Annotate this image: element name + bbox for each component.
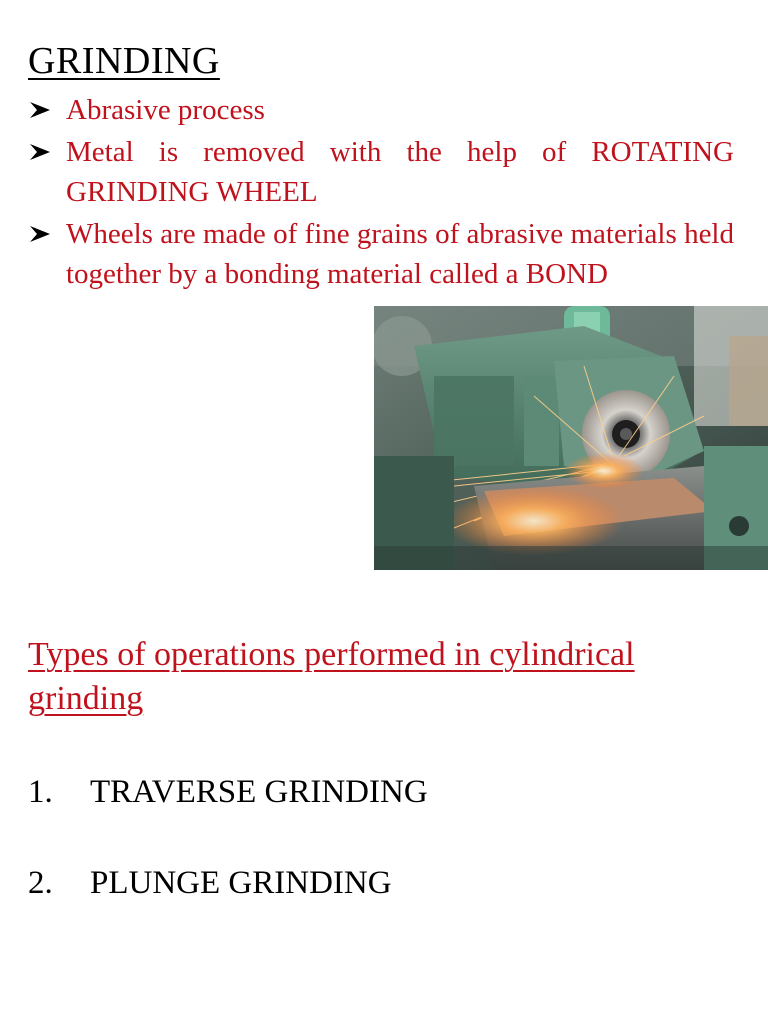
bullet-list xyxy=(28,90,734,296)
item-number: 2. xyxy=(28,865,53,901)
list-item xyxy=(28,214,734,294)
list-item xyxy=(28,132,734,212)
list-item xyxy=(28,861,428,905)
operations-list xyxy=(28,770,428,952)
list-item xyxy=(28,770,428,814)
arrow-bullet-icon xyxy=(28,99,52,121)
bullet-text: Wheels are made of fine grains of abrasive materials held together by a bonding material called a BOND xyxy=(66,218,734,290)
page-title: GRINDING xyxy=(28,40,220,82)
item-label: TRAVERSE GRINDING xyxy=(90,774,428,810)
list-item xyxy=(28,90,734,130)
section-subheading: Types of operations performed in cylindrical grinding xyxy=(28,636,635,717)
grinding-machine-photo xyxy=(374,306,768,570)
item-label: PLUNGE GRINDING xyxy=(90,865,392,901)
arrow-bullet-icon xyxy=(28,223,52,245)
item-number: 1. xyxy=(28,774,53,810)
bullet-text: Abrasive process xyxy=(66,94,265,126)
arrow-bullet-icon xyxy=(28,141,52,163)
bullet-text: Metal is removed with the help of ROTATING GRINDING WHEEL xyxy=(66,136,734,208)
